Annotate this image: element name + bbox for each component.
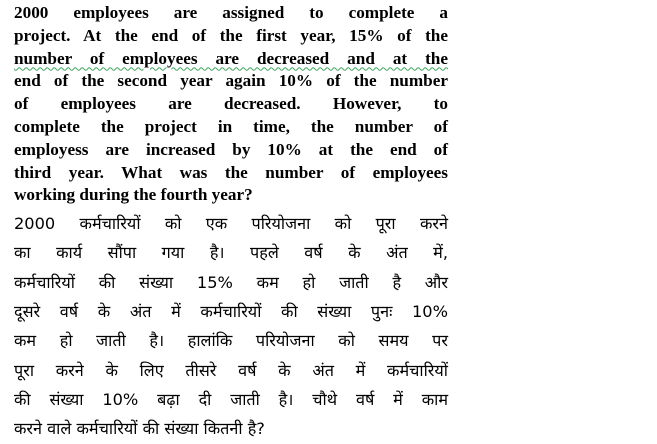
question-en-line: complete the project in time, the number of: [14, 116, 448, 136]
document-body: [14, 2, 448, 444]
question-hi-line: पूरा करने के लिए तीसरे वर्ष के अंत में कर्मचारियों: [14, 360, 448, 380]
question-hi-line: दूसरे वर्ष के अंत में कर्मचारियों की संख्या पुनः 10%: [14, 302, 448, 322]
question-hi-line: करने वाले कर्मचारियों की संख्या कितनी है?: [14, 419, 265, 439]
question-hi-line: का कार्य सौंपा गया है। पहले वर्ष के अंत में,: [14, 243, 448, 263]
question-en-line: third year. What was the number of employees: [14, 162, 448, 182]
question-english: [14, 2, 448, 207]
question-hindi: [14, 209, 448, 443]
question-en-line: working during the fourth year?: [14, 185, 253, 205]
question-en-line: of employees are decreased. However, to: [14, 94, 448, 114]
question-hi-line: कम हो जाती है। हालांकि परियोजना को समय पर: [14, 331, 448, 351]
question-en-line: number of employees are decreased and at the: [14, 48, 448, 68]
question-en-line: 2000 employees are assigned to complete a: [14, 3, 448, 22]
question-en-line: employess are increased by 10% at the end of: [14, 139, 448, 159]
question-en-line: project. At the end of the first year, 15% of the: [14, 25, 448, 45]
question-hi-line: कर्मचारियों की संख्या 15% कम हो जाती है और: [14, 272, 448, 292]
question-hi-line: 2000 कर्मचारियों को एक परियोजना को पूरा करने: [14, 214, 448, 234]
question-en-line: end of the second year again 10% of the number: [14, 71, 448, 91]
question-hi-line: की संख्या 10% बढ़ा दी जाती है। चौथे वर्ष में काम: [14, 389, 448, 409]
